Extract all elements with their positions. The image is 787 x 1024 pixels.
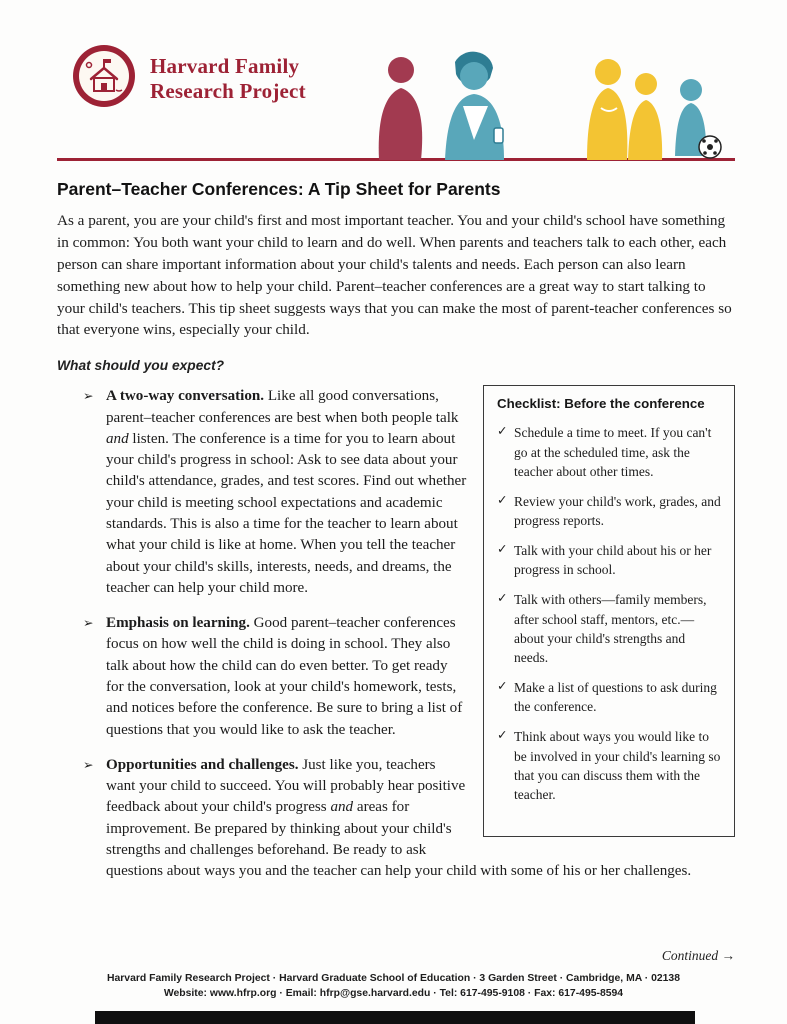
tip-item-emphasis-on-learning xyxy=(83,613,735,741)
tip-lead: Opportunities and challenges. xyxy=(106,756,299,773)
hfrp-logo-seal-icon xyxy=(72,44,136,113)
tip-text: Just like you, teachers want your child to succeed. You will probably hear positive feedback about your child's progress xyxy=(106,756,466,816)
page-footer xyxy=(0,971,787,1002)
tip-item-two-way-conversation xyxy=(83,386,735,599)
check-icon: ✓ xyxy=(497,679,508,694)
tip-text-emphasis: and xyxy=(330,799,354,816)
checklist-item-text: Talk with your child about his or her progress in school. xyxy=(514,543,712,578)
arrow-bullet-icon: ➢ xyxy=(83,616,94,631)
scan-artifact-bar xyxy=(95,1011,695,1024)
main-content xyxy=(57,382,735,896)
check-icon: ✓ xyxy=(497,728,508,743)
tip-item-opportunities-challenges xyxy=(83,755,735,883)
hfrp-logo xyxy=(72,44,306,113)
intro-paragraph: As a parent, you are your child's first and most important teacher. You and your child's school have something in common: You both want your child to learn and do well. When parents and teachers talk to each other, each person can share important information about your child's talents and needs. Each person can also learn something new about how to help your child. Parent–teacher conferences are a great way to start talking to your child's teachers. This tip sheet suggests ways that you can make the most of parent-teacher conferences so that everyone wins, especially your child. xyxy=(57,212,732,339)
checklist-item-text: Think about ways you would like to be involved in your child's learning so that you can discuss them with the teacher. xyxy=(514,729,721,802)
checklist-item-text: Schedule a time to meet. If you can't go at the scheduled time, ask the teacher about other times. xyxy=(514,425,712,479)
check-icon: ✓ xyxy=(497,591,508,606)
tip-lead: A two-way conversation. xyxy=(106,388,265,405)
checklist-title: Checklist: Before the conference xyxy=(497,396,705,412)
footer-contact-line: Website: www.hfrp.org · Email: hfrp@gse.harvard.edu · Tel: 617-495-9108 · Fax: 617-495-8594 xyxy=(163,988,624,1000)
arrow-bullet-icon: ➢ xyxy=(83,389,94,404)
page-title: Parent–Teacher Conferences: A Tip Sheet for Parents xyxy=(57,179,501,199)
logo-line-1: Harvard Family xyxy=(150,53,300,78)
footer-address-line: Harvard Family Research Project · Harvard Graduate School of Education · 3 Garden Street · Cambridge, MA · 02138 xyxy=(106,972,680,984)
checklist-item-text: Make a list of questions to ask during the conference. xyxy=(514,680,717,715)
page-header xyxy=(0,0,787,158)
people-illustration-icon xyxy=(363,48,723,160)
check-icon: ✓ xyxy=(497,424,508,439)
arrow-bullet-icon: ➢ xyxy=(83,757,94,772)
check-icon: ✓ xyxy=(497,492,508,507)
tip-text: listen. The conference is a time for you to learn about your child's progress in school: Ask to see data about your child's attendance, grades, and test scores. Find out whether your child is meeting school expectations and academic standards. This is also a time for the teacher to learn about what your child is like at home. When you tell the teacher about your child's skills, interests, needs, and dreams, the teacher can help your child more. xyxy=(106,430,467,596)
checklist-item-text: Review your child's work, grades, and progress reports. xyxy=(514,493,721,528)
tip-text: Good parent–teacher conferences focus on how well the child is doing in school. They also talk about how the child can do even better. To get ready for the conversation, look at your child's homework, tests, and notices before the conference. Be sure to bring a list of questions that you would like to ask the teacher. xyxy=(106,615,463,738)
check-icon: ✓ xyxy=(497,542,508,557)
logo-line-2: Research Project xyxy=(150,78,306,103)
checklist-item-text: Talk with others—family members, after school staff, mentors, etc.—about your child's strengths and needs. xyxy=(514,592,707,665)
tip-text-emphasis: and xyxy=(106,430,129,447)
tip-lead: Emphasis on learning. xyxy=(106,615,250,632)
section-heading: What should you expect? xyxy=(57,358,225,374)
tips-list xyxy=(57,382,735,882)
hfrp-logo-wordmark xyxy=(150,54,306,104)
tip-text: areas for improvement. Be prepared by thinking about your child's strengths and challenges beforehand. Be ready to ask questions about ways you and the teacher can help your child with some of his or her challenges. xyxy=(106,799,692,880)
decorative-figures xyxy=(340,48,747,165)
continued-note: Continued → xyxy=(661,948,735,963)
tip-text: Like all good conversations, parent–teacher conferences are best when both people talk xyxy=(106,388,459,426)
